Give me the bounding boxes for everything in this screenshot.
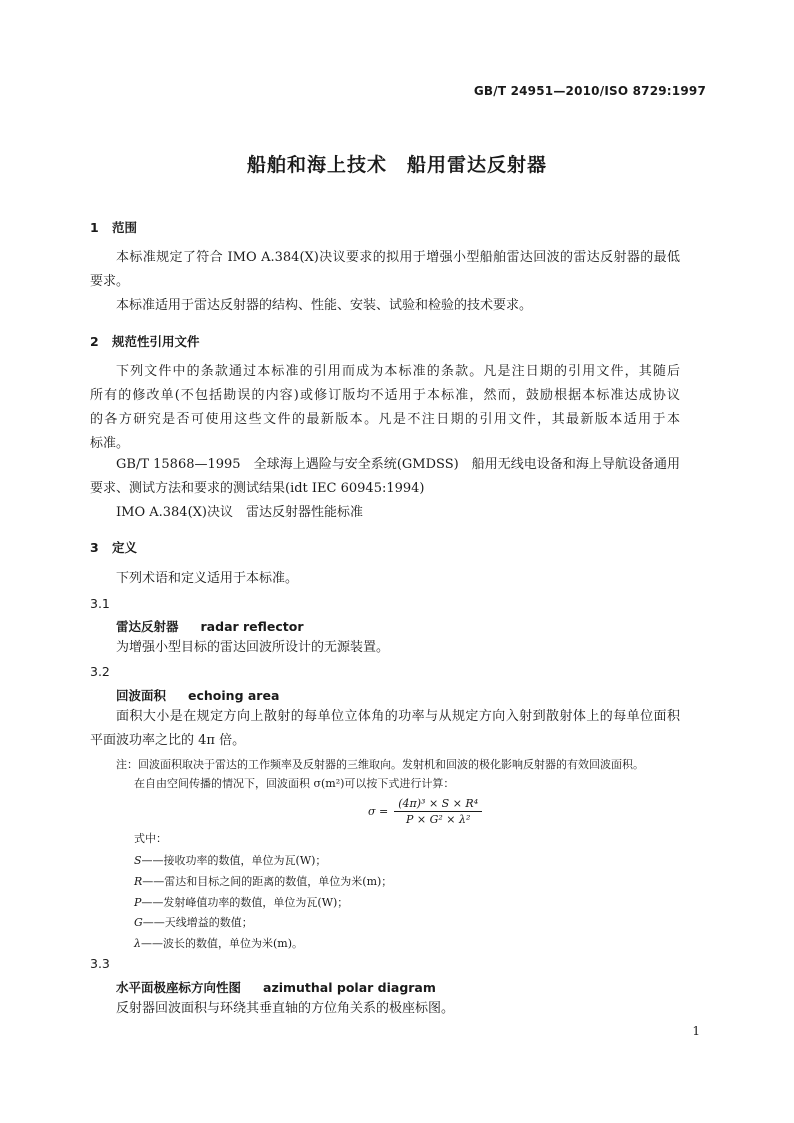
section-3-intro: 下列术语和定义适用于本标准。 (116, 571, 299, 586)
term-chinese: 水平面极座标方向性图 (116, 980, 242, 995)
term-azimuthal-polar-diagram (116, 978, 436, 996)
paragraph-line: 本标准规定了符合 IMO A.384(X)决议要求的拟用于增强小型船舶雷达回波的雷达反射器的最低 (116, 250, 680, 265)
section-number: 1 (90, 220, 99, 235)
variable-g (134, 914, 253, 930)
variable-description: ——波长的数值，单位为米(m)。 (140, 937, 303, 950)
paragraph-line: 下列文件中的条款通过本标准的引用而成为本标准的条款。凡是注日期的引用文件，其随后 (116, 364, 680, 379)
term-english: azimuthal polar diagram (263, 980, 436, 995)
paragraph-line: 标准。 (90, 436, 130, 451)
page-number: 1 (692, 1024, 700, 1038)
variable-description: ——发射峰值功率的数值，单位为瓦(W)； (141, 896, 349, 909)
variable-description: ——接收功率的数值，单位为瓦(W)； (141, 854, 327, 867)
normative-reference-2: IMO A.384(X)决议 雷达反射器性能标准 (116, 505, 363, 520)
paragraph-line: 的各方研究是否可使用这些文件的最新版本。凡是不注日期的引用文件，其最新版本适用于本 (90, 412, 680, 427)
section-title: 规范性引用文件 (112, 334, 200, 349)
section-2-heading (90, 332, 200, 350)
standard-code: GB/T 24951—2010/ISO 8729:1997 (473, 84, 706, 98)
term-chinese: 雷达反射器 (116, 619, 179, 634)
term-english: echoing area (188, 688, 280, 703)
variable-s (134, 852, 326, 868)
variable-description: ——雷达和目标之间的距离的数值，单位为米(m)； (142, 875, 393, 888)
formula-where-label: 式中： (134, 832, 167, 845)
definition-text-3-2 (90, 705, 680, 753)
section-number: 3 (90, 540, 99, 555)
term-english: radar reflector (200, 619, 304, 634)
section-1-paragraph-2: 本标准适用于雷达反射器的结构、性能、安装、试验和检验的技术要求。 (116, 298, 533, 313)
term-chinese: 回波面积 (116, 688, 167, 703)
echoing-area-formula (368, 797, 482, 826)
definition-number-3-3: 3.3 (90, 956, 110, 971)
variable-symbol: G (134, 916, 143, 929)
paragraph-line: 要求、测试方法和要求的测试结果(idt IEC 60945:1994) (90, 481, 425, 496)
formula-denominator: P × G² × λ² (405, 813, 471, 826)
definition-text-3-1: 为增强小型目标的雷达回波所设计的无源装置。 (116, 640, 390, 655)
term-radar-reflector (116, 617, 304, 635)
paragraph-line: GB/T 15868—1995 全球海上遇险与安全系统(GMDSS) 船用无线电设备和海上导航设备通用 (116, 457, 680, 472)
paragraph-line: 平面波功率之比的 4π 倍。 (90, 733, 246, 748)
normative-reference-1 (90, 453, 680, 501)
formula-fraction (394, 797, 482, 826)
document-title: 船舶和海上技术 船用雷达反射器 (246, 154, 547, 176)
variable-lambda (134, 935, 303, 951)
section-1-heading (90, 218, 137, 236)
formula-numerator: (4π)³ × S × R⁴ (394, 797, 482, 812)
section-title: 范围 (112, 220, 138, 235)
section-number: 2 (90, 334, 99, 349)
variable-symbol: S (134, 854, 142, 867)
definition-text-3-3: 反射器回波面积与环绕其垂直轴的方位角关系的极座标图。 (116, 1001, 455, 1016)
paragraph-line: 面积大小是在规定方向上散射的每单位立体角的功率与从规定方向入射到散射体上的每单位面积 (116, 709, 680, 724)
note-line-1: 注：回波面积取决于雷达的工作频率及反射器的三维取向。发射机和回波的极化影响反射器的有效回波面积。 (116, 758, 644, 771)
formula-lhs: σ = (368, 805, 389, 818)
section-3-heading (90, 538, 137, 556)
variable-description: ——天线增益的数值； (142, 916, 253, 929)
variable-p (134, 894, 348, 910)
paragraph-line: 所有的修改单(不包括勘误的内容)或修订版均不适用于本标准，然而，鼓励根据本标准达成协议 (90, 388, 680, 403)
variable-r (134, 873, 392, 889)
variable-symbol: R (134, 875, 143, 888)
section-2-paragraph-1 (90, 360, 680, 456)
definition-number-3-1: 3.1 (90, 596, 110, 611)
section-1-paragraph-1 (90, 246, 680, 294)
definition-number-3-2: 3.2 (90, 664, 110, 679)
variable-symbol: λ (134, 937, 141, 950)
section-title: 定义 (112, 540, 138, 555)
paragraph-line: 要求。 (90, 274, 130, 289)
variable-symbol: P (134, 896, 142, 909)
note-line-2: 在自由空间传播的情况下，回波面积 σ(m²)可以按下式进行计算： (134, 777, 455, 790)
term-echoing-area (116, 686, 279, 704)
